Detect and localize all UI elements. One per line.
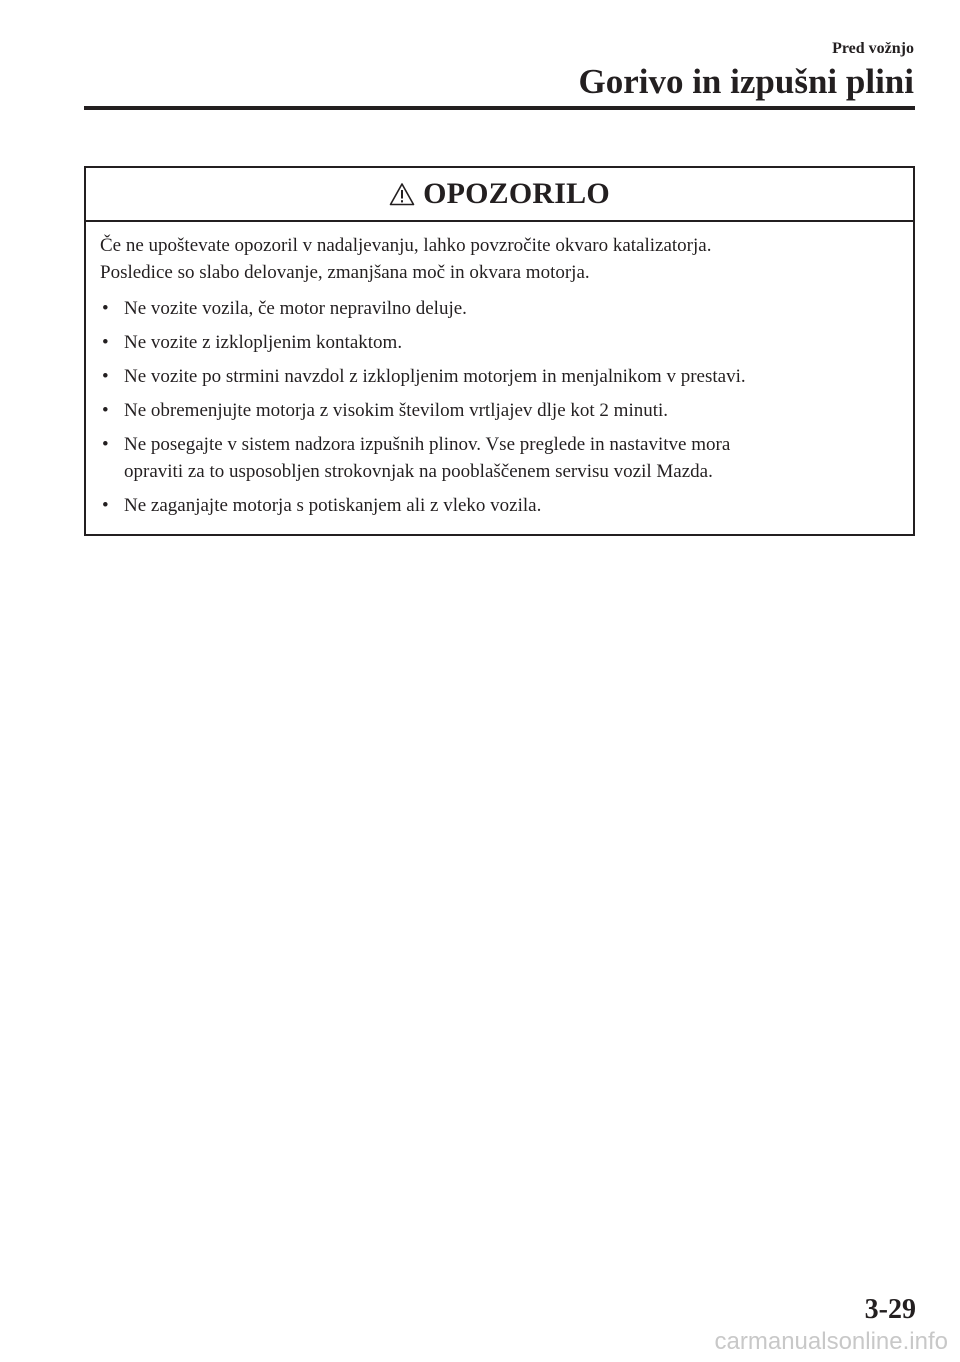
- bullet-text: Ne posegajte v sistem nadzora izpušnih plinov. Vse preglede in nastavitve mora: [124, 434, 731, 455]
- warning-triangle-icon: [389, 182, 415, 206]
- warning-title: OPOZORILO: [423, 177, 610, 210]
- bullet-item: [100, 431, 901, 485]
- bullet-marker: •: [102, 366, 109, 387]
- watermark: carmanualsonline.info: [714, 1328, 948, 1355]
- bullet-marker: •: [102, 298, 109, 319]
- bullet-marker: •: [102, 434, 109, 455]
- bullet-text: Ne vozite z izklopljenim kontaktom.: [124, 332, 403, 353]
- bullet-item: [100, 295, 901, 322]
- warning-box: [84, 166, 915, 536]
- bullet-text: opraviti za to usposobljen strokovnjak na pooblaščenem servisu vozil Mazda.: [124, 461, 713, 482]
- header-rule: [84, 106, 915, 110]
- bullet-item: [100, 397, 901, 424]
- bullet-text: Ne zaganjajte motorja s potiskanjem ali z vleko vozila.: [124, 495, 542, 516]
- bullet-item: [100, 329, 901, 356]
- bullet-item: [100, 492, 901, 519]
- section-label: Pred vožnjo: [832, 40, 914, 57]
- bullet-marker: •: [102, 495, 109, 516]
- page-number: 3-29: [864, 1294, 916, 1325]
- bullet-text: Ne vozite po strmini navzdol z izklopljenim motorjem in menjalnikom v prestavi.: [124, 366, 746, 387]
- intro-line: Če ne upoštevate opozoril v nadaljevanju, lahko povzročite okvaro katalizatorja.: [100, 235, 712, 256]
- warning-header: [86, 168, 913, 222]
- warning-bullet-list: [100, 295, 901, 519]
- chapter-title: Gorivo in izpušni plini: [578, 62, 914, 101]
- bullet-marker: •: [102, 400, 109, 421]
- bullet-text: Ne obremenjujte motorja z visokim številom vrtljajev dlje kot 2 minuti.: [124, 400, 669, 421]
- bullet-item: [100, 363, 901, 390]
- warning-intro: [100, 232, 901, 286]
- bullet-text: Ne vozite vozila, če motor nepravilno deluje.: [124, 298, 467, 319]
- intro-line: Posledice so slabo delovanje, zmanjšana moč in okvara motorja.: [100, 262, 590, 283]
- warning-body: [86, 222, 913, 519]
- bullet-marker: •: [102, 332, 109, 353]
